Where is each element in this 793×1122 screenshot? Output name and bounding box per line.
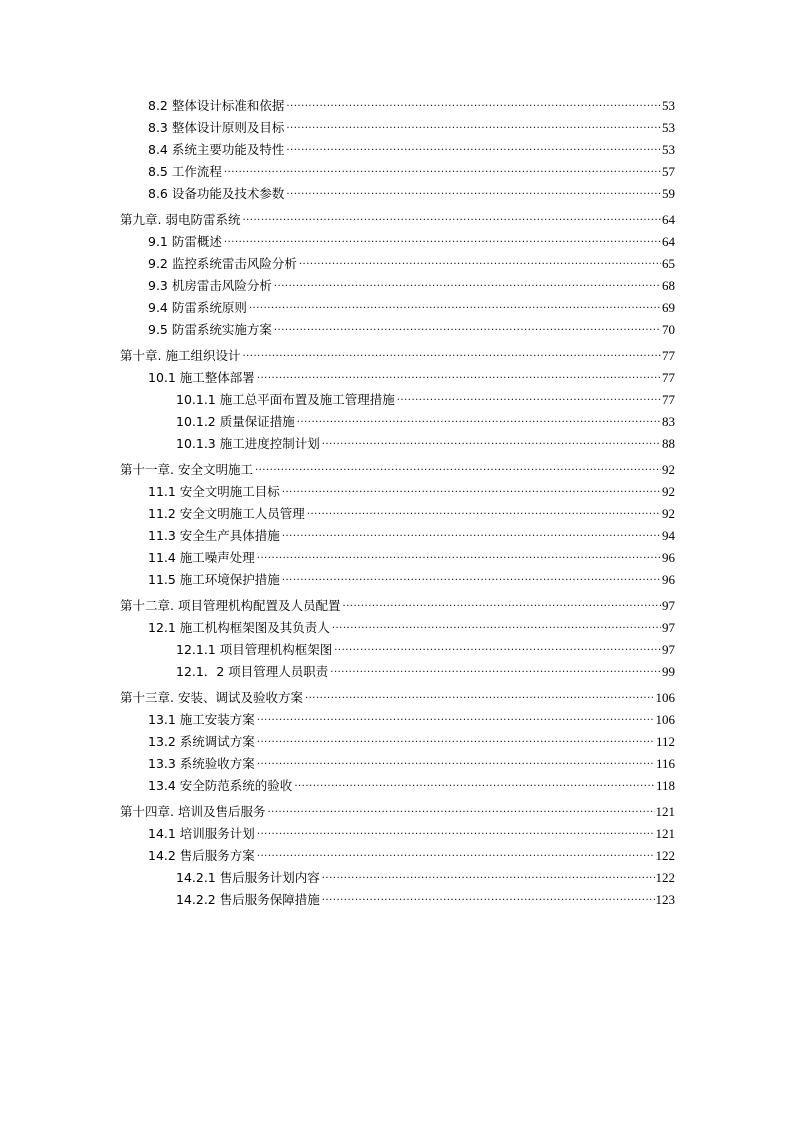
toc-entry-title: 9.1 防雷概述 — [148, 234, 222, 249]
toc-dot-leader — [322, 889, 655, 907]
toc-entry-title: 9.3 机房雷击风险分析 — [148, 278, 272, 293]
toc-entry-title: 第九章. 弱电防雷系统 — [120, 212, 241, 227]
toc-dot-leader — [286, 139, 661, 157]
toc-section-entry[interactable] — [120, 845, 675, 867]
toc-entry-title: 12.1 施工机构框架图及其负责人 — [148, 620, 330, 635]
toc-page-number: 94 — [662, 528, 675, 543]
toc-entry-title: 8.3 整体设计原则及目标 — [148, 120, 285, 135]
toc-chapter-entry[interactable] — [120, 687, 675, 709]
toc-section-entry[interactable] — [120, 117, 675, 139]
toc-entry-title: 13.1 施工安装方案 — [148, 712, 255, 727]
toc-dot-leader — [242, 209, 661, 227]
toc-page-number: 64 — [662, 212, 675, 227]
toc-page-number: 123 — [655, 892, 675, 907]
toc-dot-leader — [257, 709, 655, 727]
toc-page-number: 97 — [662, 620, 675, 635]
toc-page-number: 118 — [655, 778, 675, 793]
toc-dot-leader — [257, 823, 655, 841]
toc-dot-leader — [242, 345, 661, 363]
toc-entry-title: 9.2 监控系统雷击风险分析 — [148, 256, 297, 271]
toc-page-number: 69 — [662, 300, 675, 315]
toc-page-number: 68 — [662, 278, 675, 293]
toc-subsection-entry[interactable] — [120, 661, 675, 683]
toc-page-number: 70 — [662, 322, 675, 337]
toc-page-number: 96 — [662, 550, 675, 565]
toc-dot-leader — [294, 775, 655, 793]
toc-dot-leader — [322, 433, 661, 451]
toc-section-entry[interactable] — [120, 503, 675, 525]
toc-page-number: 77 — [662, 392, 675, 407]
toc-dot-leader — [286, 95, 661, 113]
toc-section-entry[interactable] — [120, 367, 675, 389]
toc-entry-title: 第十章. 施工组织设计 — [120, 348, 241, 363]
toc-page-number: 106 — [655, 712, 675, 727]
toc-section-entry[interactable] — [120, 753, 675, 775]
toc-dot-leader — [342, 595, 661, 613]
toc-page-number: 88 — [662, 436, 675, 451]
toc-section-entry[interactable] — [120, 823, 675, 845]
toc-dot-leader — [307, 503, 661, 521]
toc-section-entry[interactable] — [120, 775, 675, 797]
toc-chapter-entry[interactable] — [120, 209, 675, 231]
toc-entry-title: 9.4 防雷系统原则 — [148, 300, 247, 315]
toc-entry-title: 14.1 培训服务计划 — [148, 826, 255, 841]
toc-page-number: 59 — [662, 186, 675, 201]
toc-entry-title: 13.4 安全防范系统的验收 — [148, 778, 293, 793]
toc-page-number: 122 — [655, 848, 675, 863]
toc-dot-leader — [299, 253, 661, 271]
toc-entry-title: 8.6 设备功能及技术参数 — [148, 186, 285, 201]
toc-section-entry[interactable] — [120, 231, 675, 253]
toc-entry-title: 10.1.2 质量保证措施 — [176, 414, 295, 429]
toc-page-number: 53 — [662, 142, 675, 157]
toc-entry-title: 9.5 防雷系统实施方案 — [148, 322, 272, 337]
toc-page-number: 97 — [662, 642, 675, 657]
toc-entry-title: 11.1 安全文明施工目标 — [148, 484, 280, 499]
toc-page-number: 112 — [655, 734, 675, 749]
toc-page-number: 92 — [662, 484, 675, 499]
toc-section-entry[interactable] — [120, 569, 675, 591]
toc-dot-leader — [332, 617, 661, 635]
toc-dot-leader — [224, 161, 661, 179]
toc-dot-leader — [334, 639, 661, 657]
toc-dot-leader — [249, 297, 661, 315]
toc-page-number: 64 — [662, 234, 675, 249]
toc-section-entry[interactable] — [120, 617, 675, 639]
toc-page-number: 57 — [662, 164, 675, 179]
toc-page-number: 77 — [662, 348, 675, 363]
toc-entry-title: 12.1.1 项目管理机构框架图 — [176, 642, 333, 657]
toc-entry-title: 8.4 系统主要功能及特性 — [148, 142, 285, 157]
toc-section-entry[interactable] — [120, 297, 675, 319]
toc-subsection-entry[interactable] — [120, 433, 675, 455]
toc-dot-leader — [286, 183, 661, 201]
toc-dot-leader — [322, 867, 655, 885]
toc-section-entry[interactable] — [120, 183, 675, 205]
toc-page-number: 116 — [655, 756, 675, 771]
toc-page-number: 122 — [655, 870, 675, 885]
toc-section-entry[interactable] — [120, 139, 675, 161]
toc-page-number: 99 — [662, 664, 675, 679]
toc-section-entry[interactable] — [120, 275, 675, 297]
toc-dot-leader — [282, 481, 661, 499]
toc-page-number: 97 — [662, 598, 675, 613]
toc-entry-title: 11.5 施工环境保护措施 — [148, 572, 280, 587]
toc-entry-title: 第十四章. 培训及售后服务 — [120, 804, 266, 819]
toc-entry-title: 14.2.2 售后服务保障措施 — [176, 892, 320, 907]
toc-dot-leader — [282, 569, 661, 587]
toc-entry-title: 14.2 售后服务方案 — [148, 848, 255, 863]
toc-page-number: 53 — [662, 98, 675, 113]
toc-section-entry[interactable] — [120, 95, 675, 117]
toc-dot-leader — [257, 731, 655, 749]
toc-chapter-entry[interactable] — [120, 459, 675, 481]
toc-page-number: 121 — [655, 826, 675, 841]
toc-chapter-entry[interactable] — [120, 345, 675, 367]
table-of-contents — [120, 95, 675, 911]
toc-dot-leader — [305, 687, 655, 705]
toc-page-number: 106 — [655, 690, 675, 705]
toc-section-entry[interactable] — [120, 525, 675, 547]
toc-entry-title: 8.2 整体设计标准和依据 — [148, 98, 285, 113]
toc-section-entry[interactable] — [120, 547, 675, 569]
toc-dot-leader — [274, 319, 661, 337]
toc-entry-title: 8.5 工作流程 — [148, 164, 222, 179]
toc-dot-leader — [257, 753, 655, 771]
toc-page-number: 77 — [662, 370, 675, 385]
toc-entry-title: 14.2.1 售后服务计划内容 — [176, 870, 320, 885]
toc-entry-title: 13.2 系统调试方案 — [148, 734, 255, 749]
toc-subsection-entry[interactable] — [120, 389, 675, 411]
toc-entry-title: 13.3 系统验收方案 — [148, 756, 255, 771]
toc-entry-title: 第十一章. 安全文明施工 — [120, 462, 253, 477]
toc-chapter-entry[interactable] — [120, 801, 675, 823]
toc-page-number: 83 — [662, 414, 675, 429]
toc-dot-leader — [257, 845, 655, 863]
toc-page-number: 92 — [662, 462, 675, 477]
toc-section-entry[interactable] — [120, 253, 675, 275]
toc-entry-title: 12.1．2 项目管理人员职责 — [176, 664, 329, 679]
toc-entry-title: 第十三章. 安装、调试及验收方案 — [120, 690, 303, 705]
toc-dot-leader — [257, 547, 661, 565]
toc-section-entry[interactable] — [120, 161, 675, 183]
toc-page-number: 96 — [662, 572, 675, 587]
toc-dot-leader — [224, 231, 661, 249]
toc-dot-leader — [330, 661, 661, 679]
toc-dot-leader — [267, 801, 654, 819]
toc-subsection-entry[interactable] — [120, 889, 675, 911]
toc-section-entry[interactable] — [120, 709, 675, 731]
toc-chapter-entry[interactable] — [120, 595, 675, 617]
toc-entry-title: 10.1.3 施工进度控制计划 — [176, 436, 320, 451]
toc-entry-title: 第十二章. 项目管理机构配置及人员配置 — [120, 598, 341, 613]
toc-entry-title: 10.1 施工整体部署 — [148, 370, 255, 385]
toc-page-number: 65 — [662, 256, 675, 271]
toc-subsection-entry[interactable] — [120, 411, 675, 433]
toc-dot-leader — [286, 117, 661, 135]
toc-dot-leader — [297, 411, 661, 429]
toc-entry-title: 11.2 安全文明施工人员管理 — [148, 506, 305, 521]
toc-dot-leader — [282, 525, 661, 543]
toc-section-entry[interactable] — [120, 319, 675, 341]
toc-dot-leader — [257, 367, 661, 385]
toc-page-number: 121 — [655, 804, 675, 819]
toc-entry-title: 11.3 安全生产具体措施 — [148, 528, 280, 543]
toc-page-number: 53 — [662, 120, 675, 135]
toc-entry-title: 10.1.1 施工总平面布置及施工管理措施 — [176, 392, 395, 407]
toc-subsection-entry[interactable] — [120, 639, 675, 661]
toc-section-entry[interactable] — [120, 481, 675, 503]
toc-section-entry[interactable] — [120, 731, 675, 753]
toc-dot-leader — [255, 459, 661, 477]
toc-page-number: 92 — [662, 506, 675, 521]
toc-subsection-entry[interactable] — [120, 867, 675, 889]
toc-entry-title: 11.4 施工噪声处理 — [148, 550, 255, 565]
toc-dot-leader — [274, 275, 661, 293]
toc-dot-leader — [397, 389, 661, 407]
